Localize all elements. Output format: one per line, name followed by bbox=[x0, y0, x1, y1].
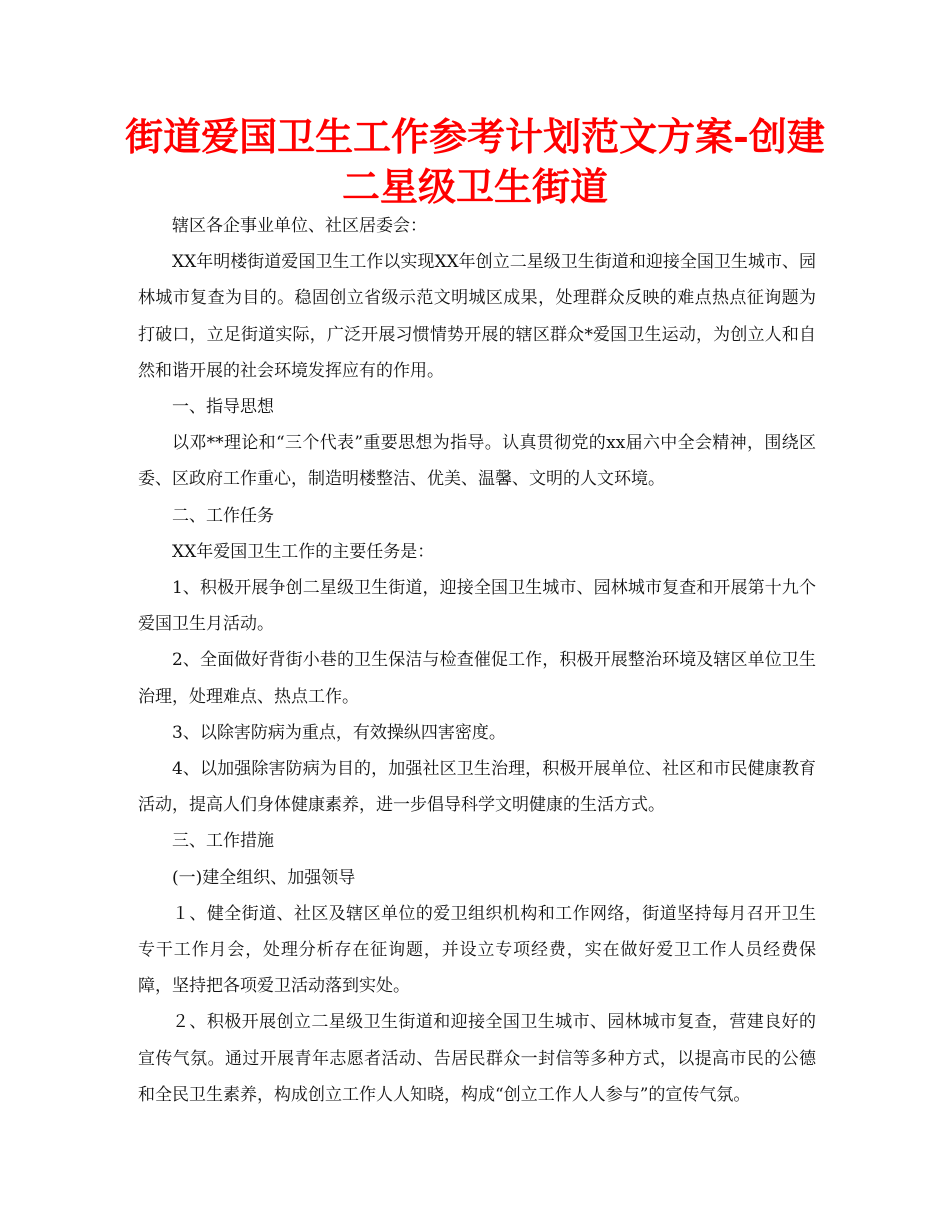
salutation: 辖区各企事业单位、社区居委会： bbox=[172, 216, 427, 236]
guiding-thought-paragraph: 以邓**理论和“三个代表”重要思想为指导。认真贯彻党的xx届六中全会精神，围绕区委、区政府工作重心，制造明楼整洁、优美、温馨、文明的人文环境。 bbox=[138, 433, 816, 490]
task-item-3: 3、以除害防病为重点，有效操纵四害密度。 bbox=[172, 722, 506, 743]
document-body bbox=[138, 208, 816, 1113]
task-item-1: 1、积极开展争创二星级卫生街道，迎接全国卫生城市、园林城市复查和开展第十九个爱国卫生月活动。 bbox=[138, 578, 816, 635]
measure-item-2: ２、积极开展创立二星级卫生街道和迎接全国卫生城市、园林城市复查，营建良好的宣传气氛。通过开展青年志愿者活动、告居民群众一封信等多种方式，以提高市民的公德和全民卫生素养，构成创立工作人人知晓，构成“创立工作人人参与”的宣传气氛。 bbox=[138, 1012, 816, 1105]
document-title: 街道爱国卫生工作参考计划范文方案-创建二星级卫生街道 bbox=[125, 114, 825, 209]
subsection-heading-organization: (一)建全组织、加强领导 bbox=[172, 867, 356, 888]
task-item-2: 2、全面做好背街小巷的卫生保洁与检查催促工作，积极开展整治环境及辖区单位卫生治理，处理难点、热点工作。 bbox=[138, 650, 816, 707]
tasks-intro: XX年爱国卫生工作的主要任务是： bbox=[172, 541, 435, 562]
section-heading-tasks: 二、工作任务 bbox=[172, 505, 274, 526]
task-item-4: 4、以加强除害防病为目的，加强社区卫生治理，积极开展单位、社区和市民健康教育活动，提高人们身体健康素养，进一步倡导科学文明健康的生活方式。 bbox=[138, 759, 816, 816]
measure-item-1: １、健全街道、社区及辖区单位的爱卫组织机构和工作网络，街道坚持每月召开卫生专干工作月会，处理分析存在征询题，并设立专项经费，实在做好爱卫工作人员经费保障，坚持把各项爱卫活动落到实处。 bbox=[138, 903, 816, 997]
intro-paragraph: XX年明楼街道爱国卫生工作以实现XX年创立二星级卫生街道和迎接全国卫生城市、园林城市复查为目的。稳固创立省级示范文明城区成果，处理群众反映的难点热点征询题为打破口，立足街道实际，广泛开展习惯情势开展的辖区群众*爱国卫生运动，为创立人和自然和谐开展的社会环境发挥应有的作用。 bbox=[138, 252, 816, 381]
section-heading-guiding-thought: 一、指导思想 bbox=[172, 397, 274, 418]
section-heading-measures: 三、工作措施 bbox=[172, 831, 274, 852]
